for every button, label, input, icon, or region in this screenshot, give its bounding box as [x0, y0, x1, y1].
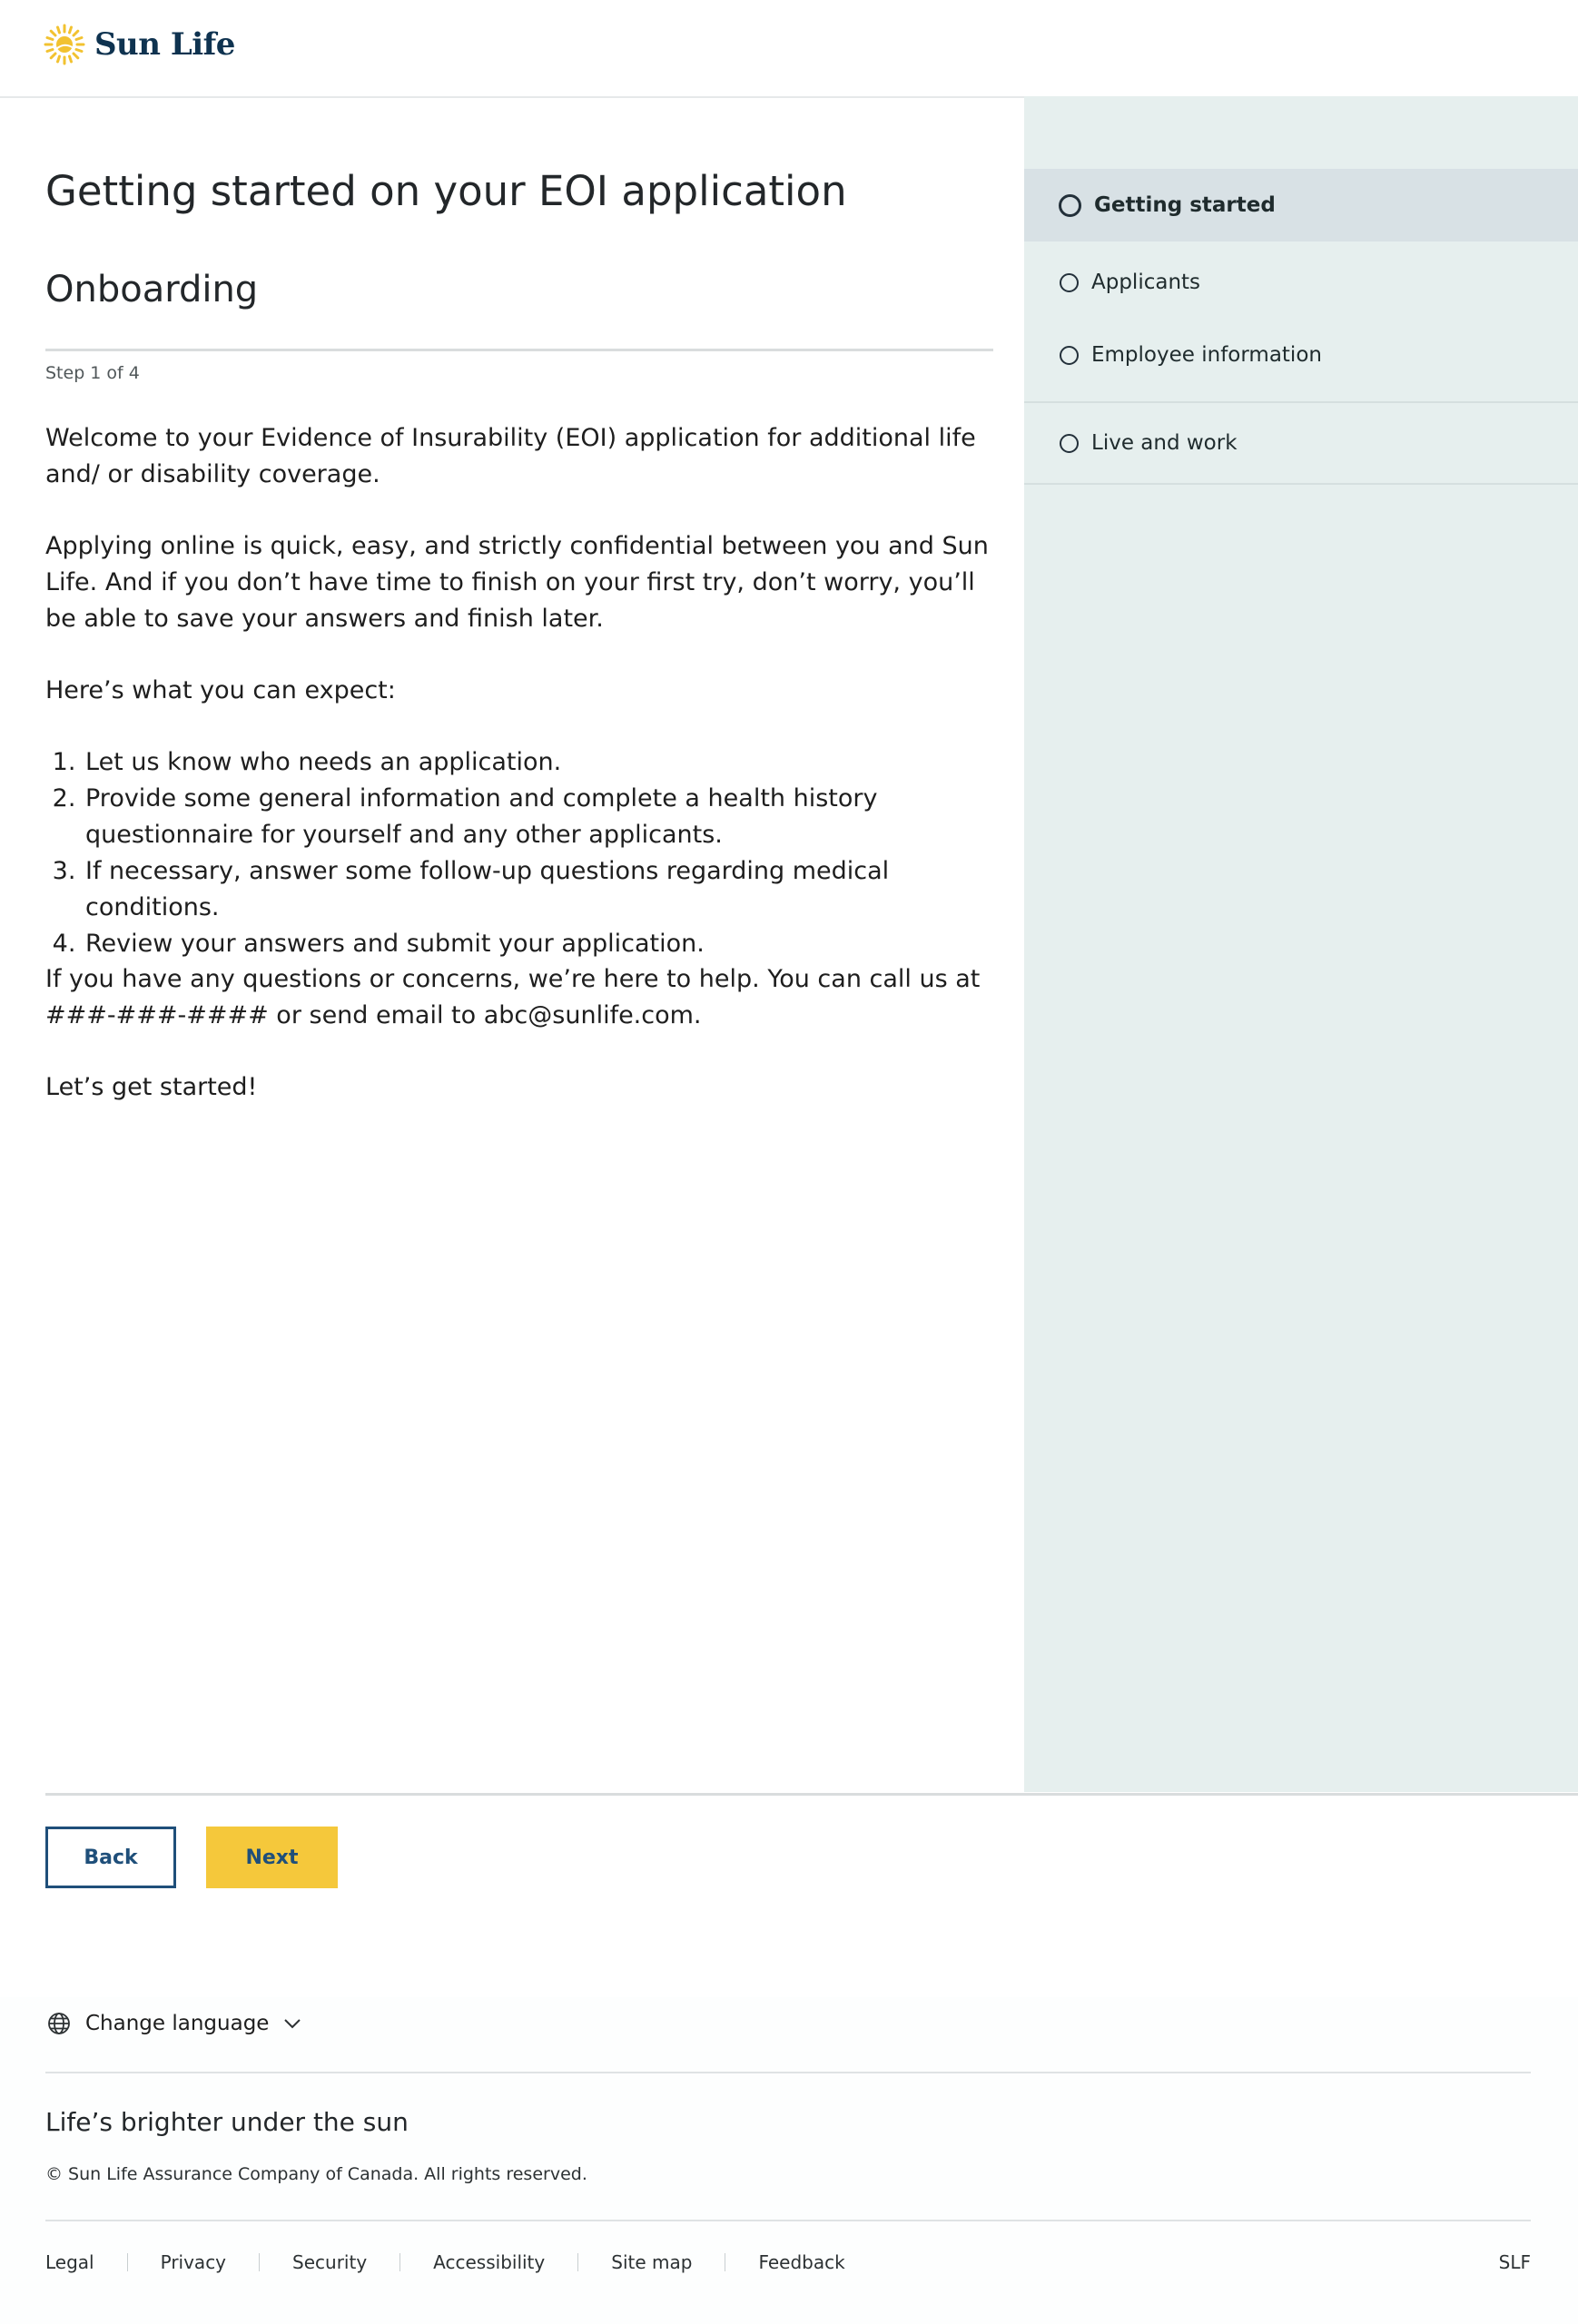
content-divider: [45, 1793, 1578, 1796]
chevron-down-icon: [283, 2017, 301, 2030]
online-info-paragraph: Applying online is quick, easy, and strictly confidential between you and Sun Life. And if you don’t have time to finish on your first try, don’t worry, you’ll be able to save your answers and finish later.: [45, 532, 989, 633]
circle-step-icon: [1060, 346, 1079, 365]
link-separator: [127, 2253, 128, 2271]
sidebar-item-applicants[interactable]: [1024, 241, 1578, 323]
footer-link-security[interactable]: Security: [292, 2251, 368, 2273]
footer-link-site-map[interactable]: Site map: [611, 2251, 693, 2273]
list-item: 1. Let us know who needs an application.: [84, 744, 999, 781]
sidebar-item-label: Employee information: [1091, 343, 1322, 367]
footer-divider: [45, 2220, 1531, 2221]
footer-link-feedback[interactable]: Feedback: [758, 2251, 845, 2273]
link-separator: [259, 2253, 260, 2271]
sidebar-item-label: Getting started: [1094, 193, 1276, 217]
section-title: Onboarding: [45, 269, 259, 310]
sidebar-item-live-and-work[interactable]: [1024, 403, 1578, 483]
link-separator: [399, 2253, 400, 2271]
footer-links: [45, 2251, 845, 2273]
site-header: [0, 0, 1578, 98]
site-footer: [0, 1997, 1578, 2324]
list-item: 3. If necessary, answer some follow-up questions regarding medical conditions.: [84, 853, 999, 926]
sun-logo-icon: [44, 24, 85, 65]
help-paragraph: If you have any questions or concerns, we’re here to help. You can call us at ###-###-#### or send email to abc@sunlife.com.: [45, 965, 981, 1029]
expect-intro: Here’s what you can expect:: [45, 676, 396, 704]
closing-text: Let’s get started!: [45, 1073, 258, 1101]
back-button[interactable]: Back: [45, 1827, 176, 1888]
page-title: Getting started on your EOI application: [45, 167, 847, 215]
welcome-paragraph: Welcome to your Evidence of Insurability (EOI) application for additional life and/ or disability coverage.: [45, 424, 976, 488]
sidebar-item-label: Live and work: [1091, 431, 1238, 455]
progress-sidebar: [1024, 96, 1578, 1792]
sidebar-item-label: Applicants: [1091, 271, 1201, 294]
list-item: 4. Review your answers and submit your application.: [84, 926, 999, 962]
footer-link-privacy[interactable]: Privacy: [160, 2251, 227, 2273]
copyright-text: © Sun Life Assurance Company of Canada. All rights reserved.: [45, 2164, 587, 2184]
stock-ticker[interactable]: SLF: [1498, 2251, 1531, 2273]
footer-link-legal[interactable]: Legal: [45, 2251, 94, 2273]
circle-step-icon: [1060, 273, 1079, 292]
globe-icon: [47, 2012, 71, 2035]
sidebar-item-getting-started[interactable]: [1024, 169, 1578, 241]
next-button[interactable]: Next: [206, 1827, 338, 1888]
circle-step-icon: [1059, 194, 1081, 217]
sidebar-item-employee-information[interactable]: [1024, 323, 1578, 387]
change-language-button[interactable]: [47, 2012, 301, 2035]
footer-tagline: Life’s brighter under the sun: [45, 2107, 409, 2137]
step-indicator: Step 1 of 4: [45, 363, 140, 383]
footer-link-accessibility[interactable]: Accessibility: [433, 2251, 546, 2273]
brand-name: Sun Life: [94, 26, 235, 63]
change-language-label: Change language: [85, 2012, 270, 2035]
title-divider: [45, 349, 993, 351]
link-separator: [577, 2253, 578, 2271]
sun-life-logo[interactable]: [44, 24, 235, 65]
list-item: 2. Provide some general information and complete a health history questionnaire for yourself and any other applicants.: [84, 781, 999, 853]
sidebar-divider: [1024, 483, 1578, 485]
circle-step-icon: [1060, 434, 1079, 453]
steps-list: [45, 744, 999, 962]
footer-divider: [45, 2072, 1531, 2073]
